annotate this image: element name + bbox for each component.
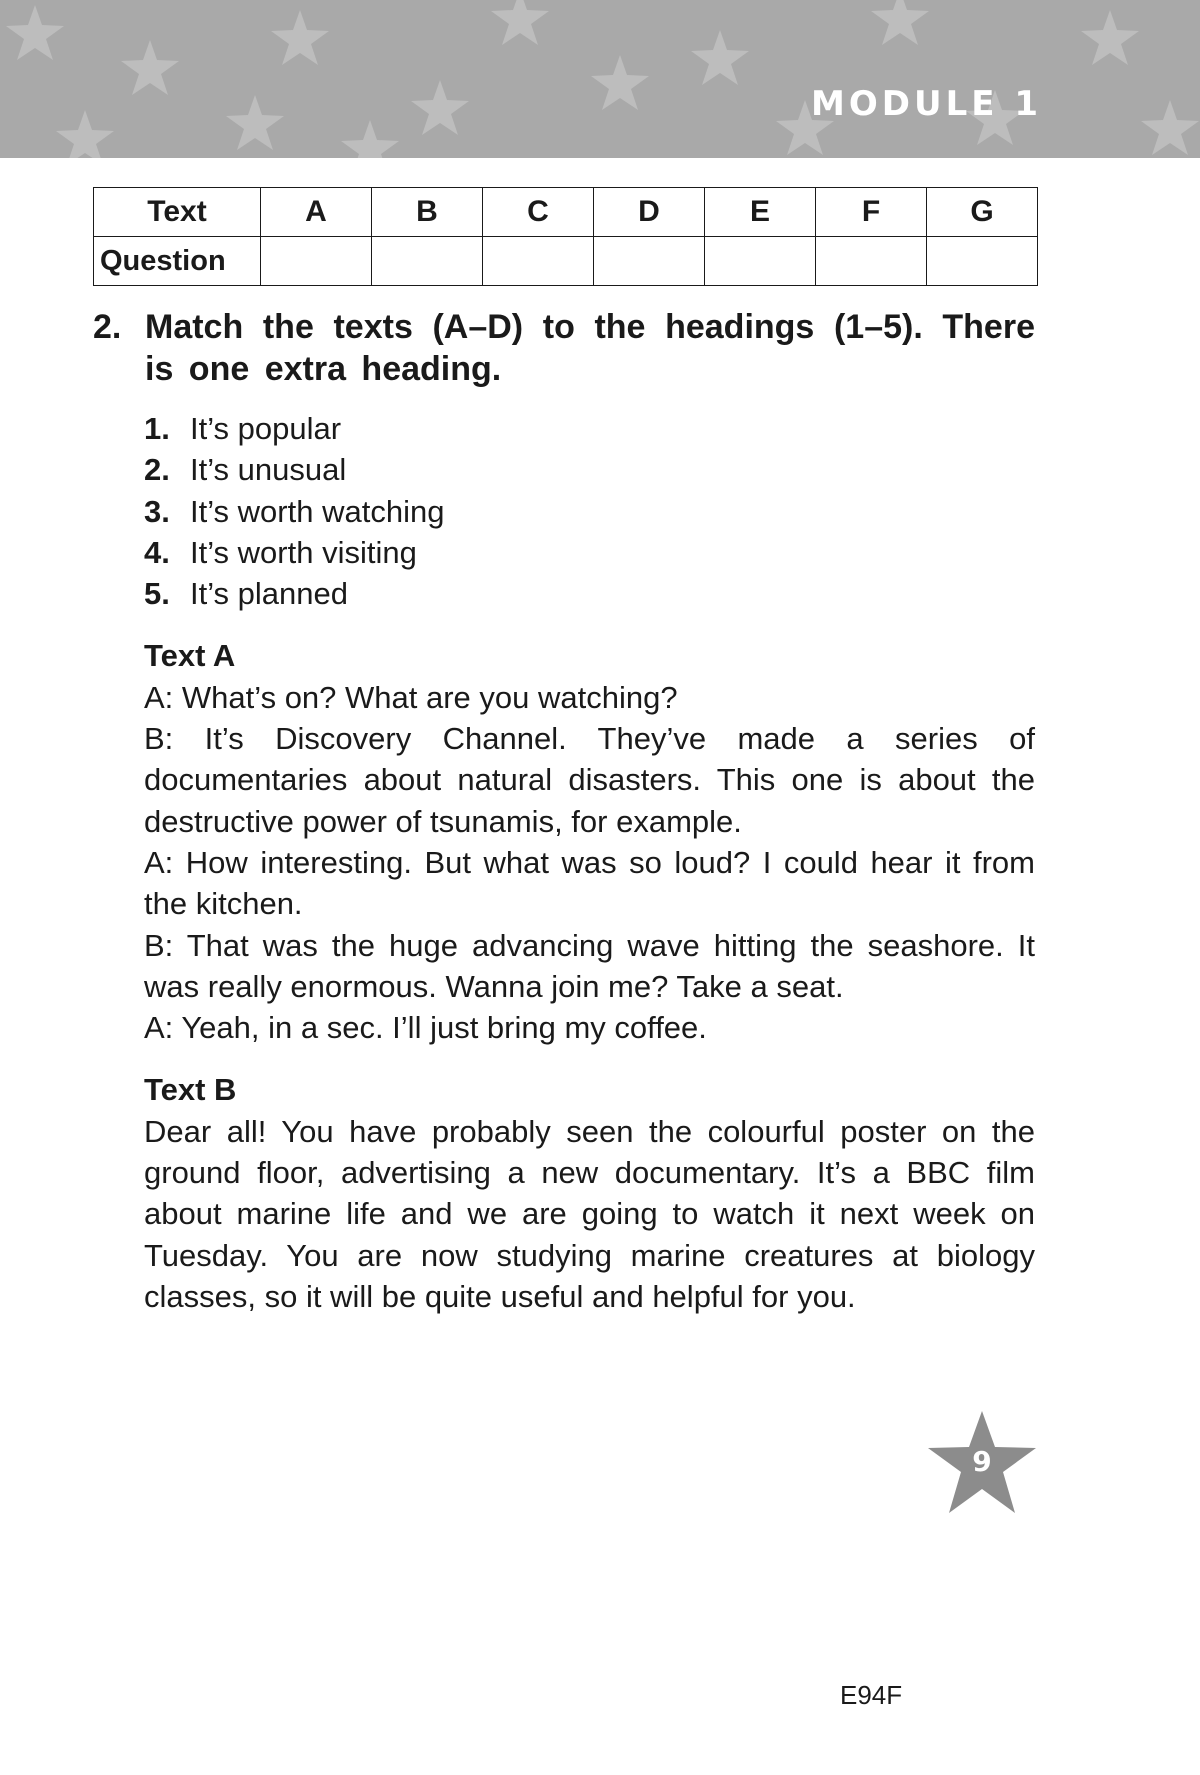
table-row	[94, 237, 1038, 286]
page-number-badge	[924, 1407, 1040, 1517]
page-header	[0, 0, 1200, 158]
list-item	[144, 573, 1035, 614]
task-number: 2.	[93, 308, 122, 346]
column-label: C	[483, 188, 594, 237]
heading-number: 1.	[144, 411, 170, 446]
list-item	[144, 491, 1035, 532]
answer-cell[interactable]	[705, 237, 816, 286]
heading-text: It’s worth watching	[190, 493, 445, 529]
heading-number: 3.	[144, 493, 170, 529]
dialogue-line: A: Yeah, in a sec. I’ll just bring my coffee.	[144, 1010, 707, 1046]
module-title: MODULE 1	[811, 84, 1042, 124]
column-label: G	[927, 188, 1038, 237]
answer-table	[93, 187, 1038, 286]
text-b-body: Dear all! You have probably seen the colourful poster on the ground floor, advertising a new documentary. It’s a BBC film about marine life and we are going to watch it next week on Tuesday. You are now studying marine creatures at biology classes, so it will be quite useful and helpful for you.	[144, 1113, 1035, 1314]
page-number: 9	[972, 1445, 992, 1478]
footer-code: E94F	[840, 1680, 903, 1710]
content	[144, 408, 1035, 1317]
answer-cell[interactable]	[261, 237, 372, 286]
question-row-label: Question	[94, 237, 261, 286]
dialogue-line: B: It’s Discovery Channel. They’ve made a series of documentaries about natural disasters. This one is about the destructive power of tsunamis, for example.	[144, 721, 1035, 839]
dialogue-line: A: What’s on? What are you watching?	[144, 679, 678, 715]
star-pattern-icon	[0, 0, 1200, 158]
column-label: D	[594, 188, 705, 237]
text-a-title: Text A	[144, 638, 236, 674]
column-label: A	[261, 188, 372, 237]
heading-text: It’s planned	[190, 576, 348, 612]
heading-text: It’s worth visiting	[190, 534, 417, 570]
answer-cell[interactable]	[816, 237, 927, 286]
list-item	[144, 449, 1035, 490]
column-label: F	[816, 188, 927, 237]
column-label: B	[372, 188, 483, 237]
heading-text: It’s popular	[190, 411, 342, 446]
task-instruction	[93, 306, 1035, 390]
answer-cell[interactable]	[594, 237, 705, 286]
heading-number: 2.	[144, 452, 170, 488]
text-row-label: Text	[94, 188, 261, 237]
task-text: Match the texts (A–D) to the headings (1–5). There is one extra heading.	[145, 308, 1035, 388]
list-item	[144, 408, 1035, 449]
answer-cell[interactable]	[372, 237, 483, 286]
headings-list	[144, 408, 1035, 614]
table-row	[94, 188, 1038, 237]
answer-cell[interactable]	[927, 237, 1038, 286]
heading-text: It’s unusual	[190, 452, 347, 488]
column-label: E	[705, 188, 816, 237]
answer-cell[interactable]	[483, 237, 594, 286]
text-b-title: Text B	[144, 1072, 237, 1108]
dialogue-line: B: That was the huge advancing wave hitting the seashore. It was really enormous. Wanna join me? Take a seat.	[144, 927, 1035, 1004]
dialogue-line: A: How interesting. But what was so loud? I could hear it from the kitchen.	[144, 844, 1035, 922]
heading-number: 4.	[144, 534, 170, 570]
heading-number: 5.	[144, 576, 170, 612]
list-item	[144, 532, 1035, 573]
